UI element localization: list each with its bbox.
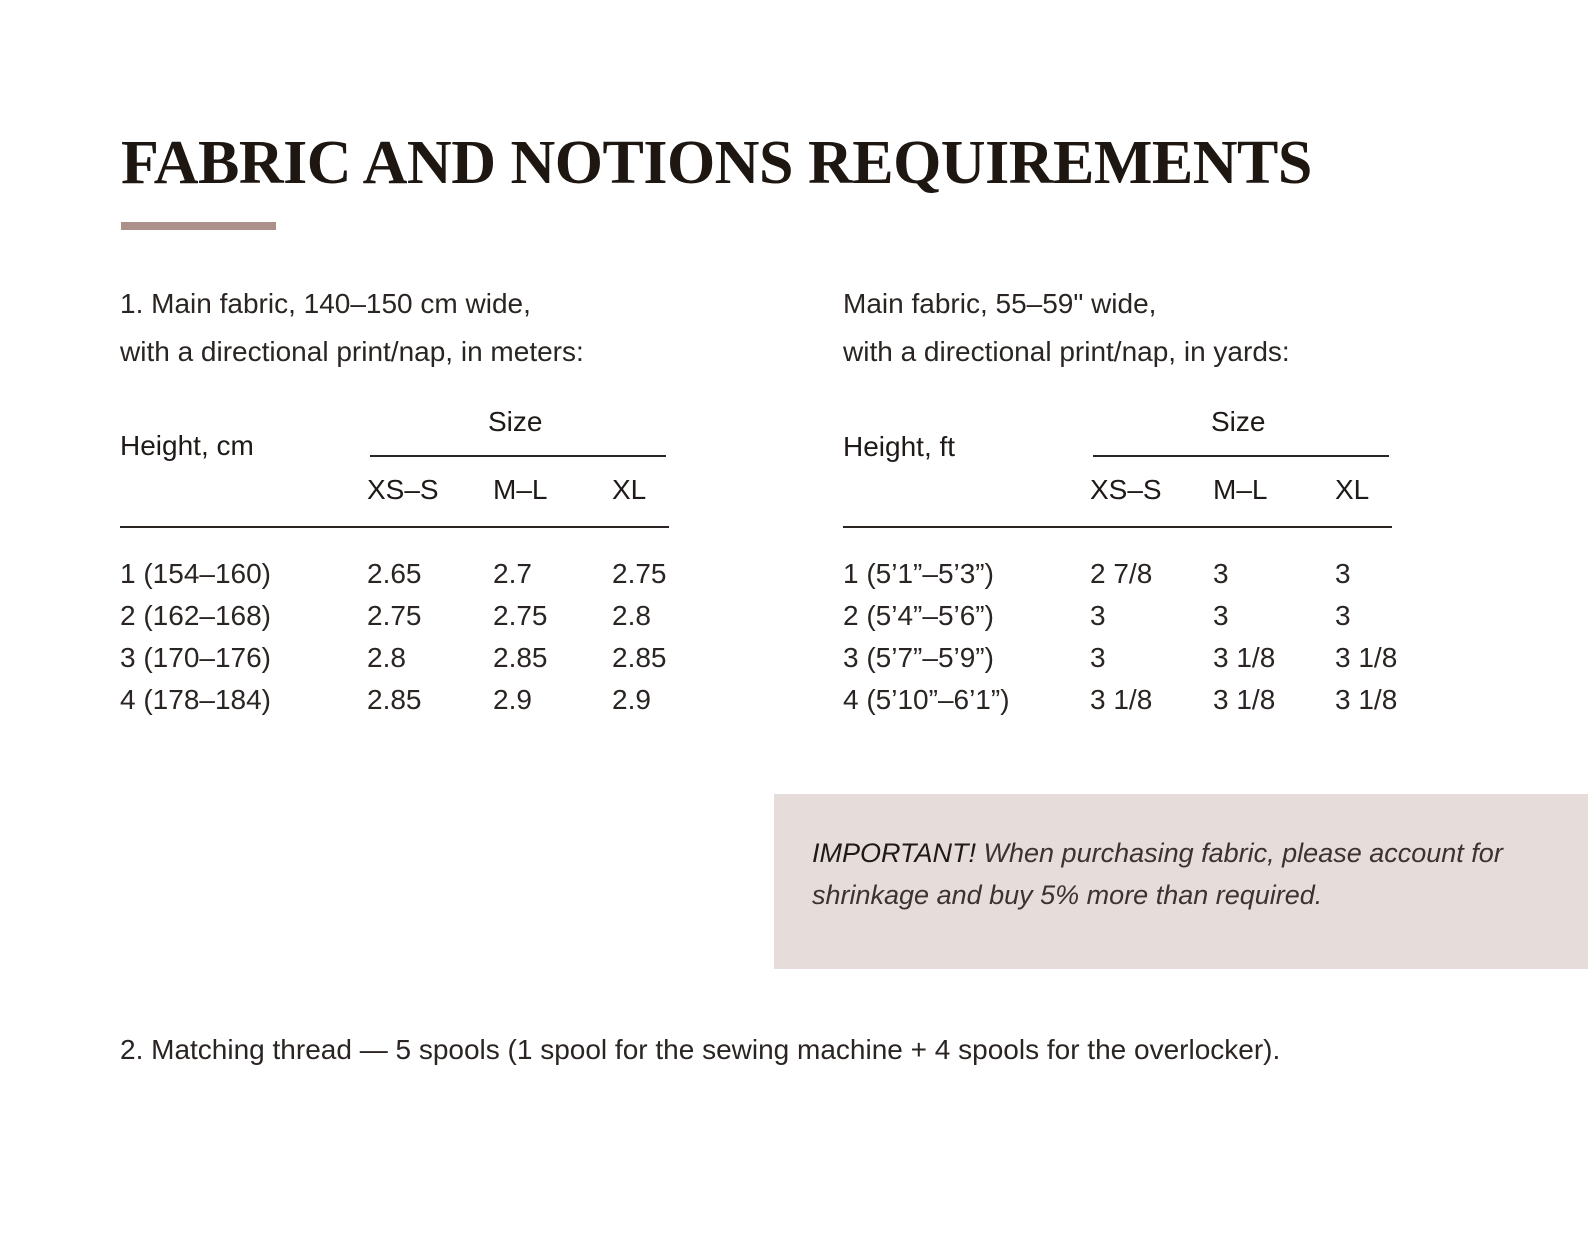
imperial-header-rule [843, 526, 1392, 528]
imperial-col-m-l: M–L [1213, 474, 1268, 505]
imperial-row-4-height: 4 (5’10”–6’1”) [843, 684, 1010, 715]
imperial-intro-line1: Main fabric, 55–59" wide, [843, 288, 1157, 319]
metric-size-rule [370, 455, 666, 457]
imperial-row-2-m-l: 3 [1213, 600, 1229, 631]
important-note-box [774, 794, 1588, 969]
imperial-row-3-height: 3 (5’7”–5’9”) [843, 642, 994, 673]
important-note-body: When purchasing fabric, please account for shrinkage and buy 5% more than required. [812, 838, 1503, 910]
imperial-size-rule [1093, 455, 1389, 457]
imperial-row-3-xl: 3 1/8 [1335, 642, 1398, 673]
imperial-height-header: Height, ft [843, 431, 956, 462]
important-note-label: IMPORTANT! [812, 838, 977, 868]
metric-header-rule [120, 526, 669, 528]
metric-row-4-xs-s: 2.85 [367, 684, 422, 715]
page-title: FABRIC AND NOTIONS REQUIREMENTS [121, 129, 1312, 197]
imperial-row-1-m-l: 3 [1213, 558, 1229, 589]
imperial-intro [843, 280, 1290, 376]
metric-row-4-height: 4 (178–184) [120, 684, 272, 715]
metric-row-2-xs-s: 2.75 [367, 600, 422, 631]
metric-intro-line1: 1. Main fabric, 140–150 cm wide, [120, 288, 531, 319]
metric-intro [120, 280, 584, 376]
imperial-col-xs-s: XS–S [1090, 474, 1162, 505]
metric-row-1-height: 1 (154–160) [120, 558, 272, 589]
imperial-size-header: Size [1211, 406, 1266, 437]
imperial-row-3-xs-s: 3 [1090, 642, 1106, 673]
metric-row-3-height: 3 (170–176) [120, 642, 272, 673]
imperial-row-1-xl: 3 [1335, 558, 1351, 589]
imperial-row-4-m-l: 3 1/8 [1213, 684, 1276, 715]
metric-intro-line2: with a directional print/nap, in meters: [120, 336, 584, 367]
metric-row-3-m-l: 2.85 [493, 642, 548, 673]
thread-requirement: 2. Matching thread — 5 spools (1 spool for the sewing machine + 4 spools for the overlocker). [120, 1034, 1281, 1065]
imperial-row-4-xs-s: 3 1/8 [1090, 684, 1153, 715]
metric-height-header: Height, cm [120, 430, 254, 461]
metric-row-2-height: 2 (162–168) [120, 600, 272, 631]
metric-row-3-xl: 2.85 [612, 642, 667, 673]
metric-size-header: Size [488, 406, 543, 437]
title-underline [121, 222, 276, 230]
metric-row-2-m-l: 2.75 [493, 600, 548, 631]
metric-col-xl: XL [612, 474, 647, 505]
metric-row-4-xl: 2.9 [612, 684, 651, 715]
metric-row-2-xl: 2.8 [612, 600, 651, 631]
imperial-row-2-xl: 3 [1335, 600, 1351, 631]
metric-row-1-m-l: 2.7 [493, 558, 532, 589]
imperial-row-4-xl: 3 1/8 [1335, 684, 1398, 715]
imperial-row-2-xs-s: 3 [1090, 600, 1106, 631]
imperial-row-1-height: 1 (5’1”–5’3”) [843, 558, 994, 589]
imperial-row-2-height: 2 (5’4”–5’6”) [843, 600, 994, 631]
imperial-col-xl: XL [1335, 474, 1370, 505]
metric-col-m-l: M–L [493, 474, 548, 505]
metric-row-3-xs-s: 2.8 [367, 642, 406, 673]
imperial-row-1-xs-s: 2 7/8 [1090, 558, 1153, 589]
metric-row-1-xl: 2.75 [612, 558, 667, 589]
imperial-intro-line2: with a directional print/nap, in yards: [843, 336, 1290, 367]
metric-row-1-xs-s: 2.65 [367, 558, 422, 589]
metric-col-xs-s: XS–S [367, 474, 439, 505]
important-note-text [812, 832, 1512, 916]
imperial-row-3-m-l: 3 1/8 [1213, 642, 1276, 673]
metric-row-4-m-l: 2.9 [493, 684, 532, 715]
